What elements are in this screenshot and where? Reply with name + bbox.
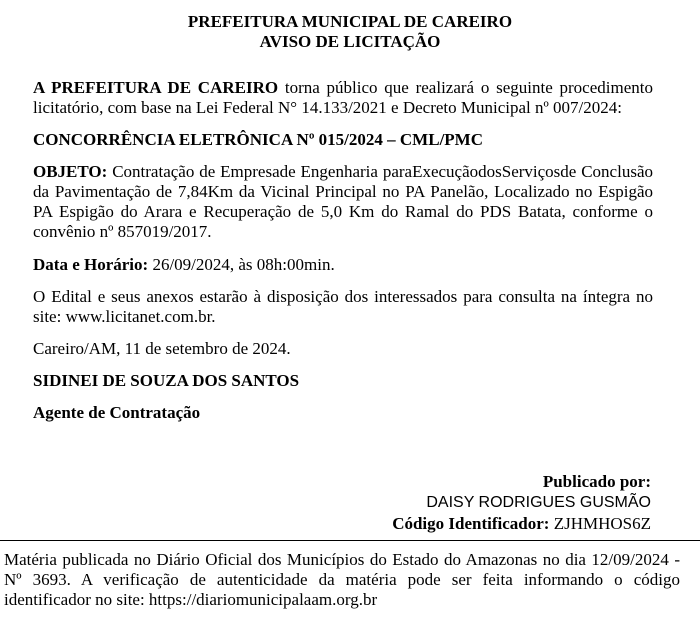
header-title: PREFEITURA MUNICIPAL DE CAREIRO	[187, 12, 513, 31]
schedule-value: 26/09/2024, às 08h:00min.	[148, 255, 335, 274]
intro-text: torna público que realizará o seguinte procedimento licitatório, com base na Lei Federal N° 14.133/2021 e Decreto Municipal nº 007/2024:	[33, 78, 653, 117]
signatory-role: Agente de Contratação	[33, 403, 201, 422]
identifier-code: ZJHMHOS6Z	[549, 514, 651, 533]
procedure-title: CONCORRÊNCIA ELETRÔNICA Nº 015/2024 – CML/PMC	[33, 130, 483, 149]
header-subtitle: AVISO DE LICITAÇÃO	[259, 32, 441, 51]
intro-lead: A PREFEITURA DE CAREIRO	[33, 78, 279, 97]
identifier-label: Código Identificador:	[392, 514, 550, 533]
edital-notice: O Edital e seus anexos estarão à disposição dos interessados para consulta na íntegra no site: www.licitanet.com.br.	[33, 287, 653, 326]
document-body	[33, 78, 653, 423]
document-header	[0, 12, 700, 52]
publication-block	[392, 471, 651, 534]
schedule-paragraph	[33, 255, 653, 275]
schedule-label: Data e Horário:	[33, 255, 149, 274]
objeto-label: OBJETO:	[33, 162, 108, 181]
signatory-name: SIDINEI DE SOUZA DOS SANTOS	[33, 371, 300, 390]
objeto-paragraph	[33, 162, 653, 242]
intro-paragraph	[33, 78, 653, 118]
publisher-name: DAISY RODRIGUES GUSMÃO	[426, 494, 651, 511]
footer-divider	[0, 540, 700, 541]
published-by-label: Publicado por:	[542, 472, 651, 491]
place-date: Careiro/AM, 11 de setembro de 2024.	[33, 339, 291, 358]
objeto-text: Contratação de Empresade Engenharia paraExecuçãodosServiçosde Conclusão da Pavimentação de 7,84Km da Vicinal Principal no PA Panelão, Localizado no Espigão PA Espigão do Arara e Recuperação de 5,0 Km do Ramal do PDS Batata, conforme o convênio nº 857019/2017.	[33, 162, 653, 241]
footer-note: Matéria publicada no Diário Oficial dos Municípios do Estado do Amazonas no dia 12/09/2024 - Nº 3693. A verificação de autenticidade da matéria pode ser feita informando o código identificador no site: https://diariomunicipalaam.org.br	[4, 550, 680, 609]
identifier-line	[392, 513, 651, 534]
